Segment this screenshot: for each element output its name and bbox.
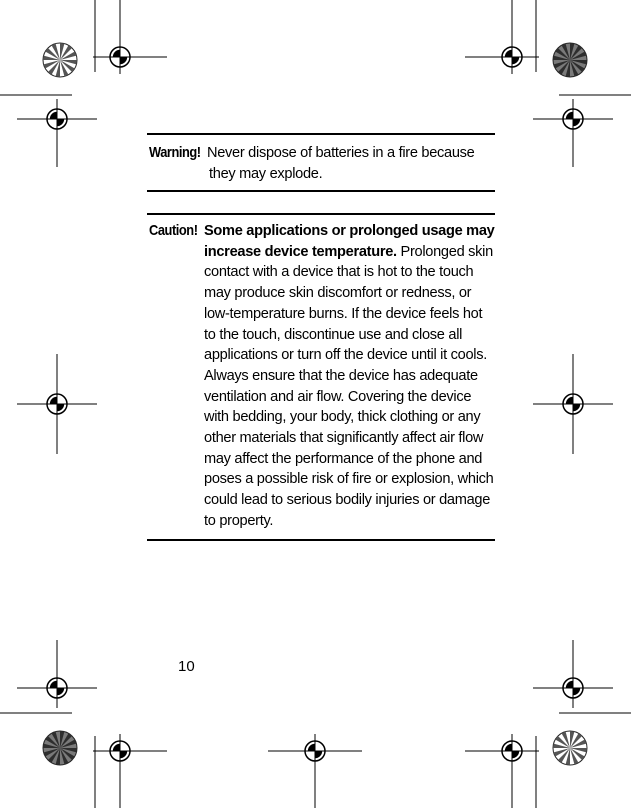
registration-target-quadrant — [505, 744, 512, 751]
registration-target-quadrant — [50, 681, 57, 688]
warning-label: Warning! — [149, 145, 201, 161]
registration-target-quadrant — [573, 404, 580, 411]
caution-notice — [147, 213, 495, 541]
registration-target-quadrant — [566, 397, 573, 404]
warning-text — [207, 143, 475, 184]
registration-target-quadrant — [315, 751, 322, 758]
bottom-rule — [147, 190, 495, 192]
registration-target-quadrant — [512, 57, 519, 64]
registration-target-quadrant — [57, 404, 64, 411]
registration-target-quadrant — [505, 50, 512, 57]
page-number: 10 — [178, 658, 195, 675]
bottom-rule — [147, 539, 495, 541]
warning-notice — [147, 133, 495, 192]
registration-target-quadrant — [57, 688, 64, 695]
registration-target-quadrant — [50, 397, 57, 404]
registration-target-quadrant — [120, 57, 127, 64]
caution-text — [204, 221, 495, 532]
registration-target-quadrant — [566, 112, 573, 119]
registration-target-quadrant — [573, 688, 580, 695]
caution-label: Caution! — [149, 223, 198, 239]
registration-target-quadrant — [512, 751, 519, 758]
registration-target-quadrant — [113, 50, 120, 57]
registration-target-quadrant — [566, 681, 573, 688]
registration-target-quadrant — [308, 744, 315, 751]
registration-target-quadrant — [113, 744, 120, 751]
caution-body-text: Prolonged skin contact with a device that is hot to the touch may produce skin discomfort or redness, or low-temperature burns. If the device feels hot to the touch, discontinue use and close all applications or turn off the device until it cools. Always ensure that the device has adequate ventilation and air flow. Covering the device with bedding, your body, thick clothing or any other materials that significantly affect air flow may affect the performance of the phone and poses a possible risk of fire or explosion, which could lead to serious bodily injuries or damage to property. — [204, 243, 494, 529]
registration-target-quadrant — [120, 751, 127, 758]
warning-line-1: Never dispose of batteries in a fire because — [207, 145, 475, 161]
registration-target-quadrant — [573, 119, 580, 126]
warning-line-2: they may explode. — [209, 165, 323, 182]
registration-target-quadrant — [57, 119, 64, 126]
caution-bold-text: Some applications or prolonged usage may increase device temperature. — [204, 223, 495, 260]
registration-target-quadrant — [50, 112, 57, 119]
